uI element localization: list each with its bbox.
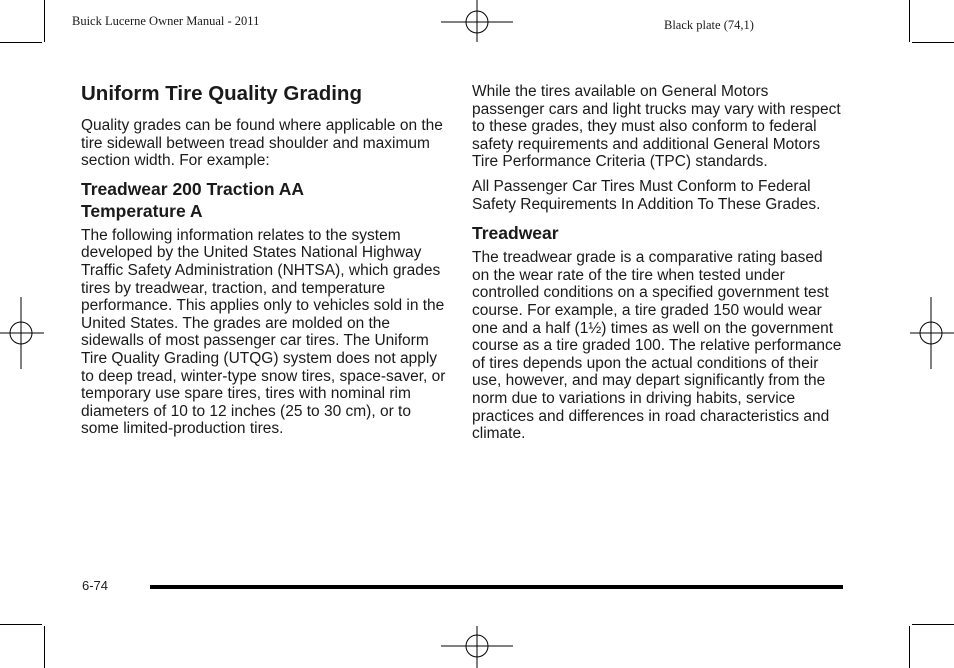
- treadwear-heading: Treadwear: [472, 223, 559, 244]
- crop-mark: [912, 624, 954, 625]
- crop-mark: [0, 624, 42, 625]
- right-column: [472, 83, 844, 443]
- crop-mark: [44, 0, 45, 42]
- crop-mark: [44, 626, 45, 668]
- left-column: [81, 82, 451, 438]
- registration-mark-icon: [441, 0, 513, 46]
- example-heading: Treadwear 200 Traction AA Temperature A: [81, 178, 304, 221]
- requirement-paragraph: All Passenger Car Tires Must Conform to Federal Safety Requirements In Addition To These Grades.: [472, 177, 821, 213]
- section-title: Uniform Tire Quality Grading: [81, 82, 362, 105]
- crop-mark: [912, 42, 954, 43]
- body-paragraph: The following information relates to the system developed by the United States National Highway Traffic Safety Administration (NHTSA), which grades tires by treadwear, traction, and temperature performance. This applies only to vehicles sold in the United States. The grades are molded on the sidewalls of most passenger car tires. The Uniform Tire Quality Grading (UTQG) system does not apply to deep tread, winter-type snow tires, space-saver, or temporary use spare tires, tires with nominal rim diameters of 10 to 12 inches (25 to 30 cm), or to some limited-production tires.: [81, 226, 446, 438]
- footer-rule: [150, 585, 843, 589]
- treadwear-paragraph: The treadwear grade is a comparative rating based on the wear rate of the tire when tested under controlled conditions on a specified government test course. For example, a tire graded 150 would wear one and a half (1½) times as well on the government course as a tire graded 100. The relative performance of tires depends upon the actual conditions of their use, however, and may depart significantly from the norm due to variations in driving habits, service practices and differences in road characteristics and climate.: [472, 249, 842, 443]
- crop-mark: [909, 0, 910, 42]
- conformance-paragraph: While the tires available on General Motors passenger cars and light trucks may vary with respect to these grades, they must also conform to federal safety requirements and additional General Motors Tire Performance Criteria (TPC) standards.: [472, 83, 841, 171]
- intro-paragraph: Quality grades can be found where applicable on the tire sidewall between tread shoulder and maximum section width. For example:: [81, 117, 443, 170]
- registration-mark-icon: [441, 626, 513, 668]
- plate-label: Black plate (74,1): [664, 18, 754, 32]
- manual-title: Buick Lucerne Owner Manual - 2011: [72, 14, 260, 28]
- crop-mark: [0, 42, 42, 43]
- page-number: 6-74: [82, 578, 109, 593]
- registration-mark-icon: [0, 297, 46, 369]
- crop-mark: [909, 626, 910, 668]
- registration-mark-icon: [908, 297, 954, 369]
